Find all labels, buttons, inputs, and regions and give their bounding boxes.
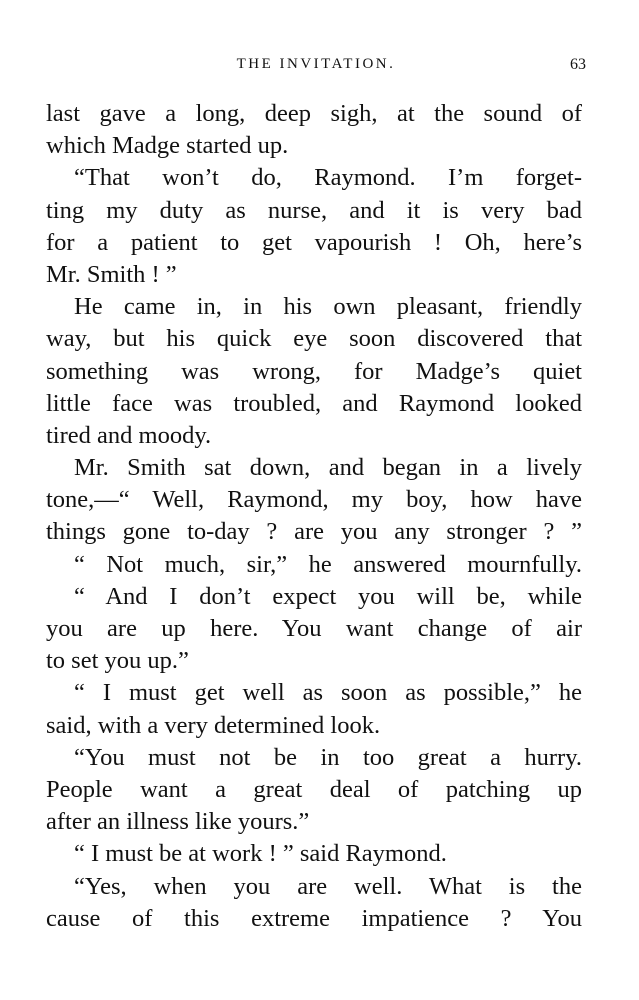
text-line: cause of this extreme impatience ? You: [46, 904, 582, 932]
text-line: way, but his quick eye soon discovered that: [46, 325, 582, 353]
text-line: “ I must get well as soon as possible,” he: [74, 679, 582, 707]
text-line: Mr. Smith ! ”: [46, 260, 177, 288]
text-line: “Yes, when you are well. What is the: [74, 872, 582, 900]
text-line: tone,—“ Well, Raymond, my boy, how have: [46, 486, 582, 514]
text-line: tired and moody.: [46, 421, 212, 449]
text-line: “ I must be at work ! ” said Raymond.: [74, 840, 447, 868]
text-line: “ And I don’t expect you will be, while: [74, 582, 582, 610]
text-line: for a patient to get vapourish ! Oh, here’s: [46, 228, 582, 256]
text-line: “ Not much, sir,” he answered mournfully.: [74, 550, 582, 578]
text-line: something was wrong, for Madge’s quiet: [46, 357, 582, 385]
text-line: after an illness like yours.”: [46, 808, 310, 836]
text-line: little face was troubled, and Raymond looked: [46, 389, 582, 417]
running-title: THE INVITATION.: [236, 56, 396, 72]
text-line: which Madge started up.: [46, 132, 289, 160]
text-line: to set you up.”: [46, 647, 189, 675]
page-number: 63: [570, 56, 586, 73]
text-line: said, with a very determined look.: [46, 711, 381, 739]
text-line: Mr. Smith sat down, and began in a lively: [74, 454, 582, 482]
text-line: “That won’t do, Raymond. I’m forget-: [74, 164, 582, 192]
text-line: ting my duty as nurse, and it is very bad: [46, 196, 582, 224]
text-line: you are up here. You want change of air: [46, 615, 582, 642]
text-line: People want a great deal of patching up: [46, 775, 582, 803]
text-line: things gone to-day ? are you any stronger ? ”: [46, 518, 582, 546]
text-line: last gave a long, deep sigh, at the sound of: [46, 100, 582, 127]
running-head: [46, 56, 586, 80]
text-line: “You must not be in too great a hurry.: [74, 743, 582, 771]
text-line: He came in, in his own pleasant, friendly: [74, 293, 582, 321]
body-text: [46, 98, 582, 935]
